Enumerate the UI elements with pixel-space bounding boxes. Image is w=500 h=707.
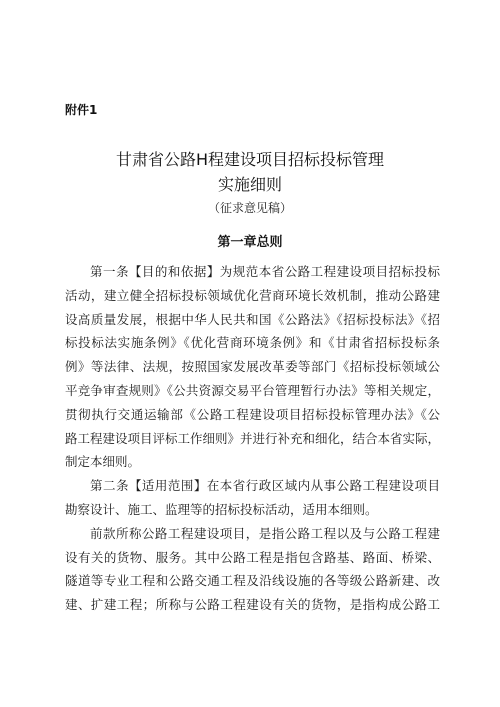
paragraph-line: 勘察设计、施工、监理等的招标投标活动，适用本细则。 <box>65 501 378 517</box>
body-text <box>65 260 440 617</box>
paragraph-line: 贯彻执行交通运输部《公路工程建设项目招标投标管理办法》《公 <box>65 406 440 422</box>
paragraph-line: 路工程建设项目评标工作细则》并进行补充和细化，结合本省实际， <box>65 430 440 446</box>
article-1-paragraph <box>65 260 440 474</box>
paragraph-line: 活动，建立健全招标投标领域优化营商环境长效机制，推动公路建 <box>65 287 440 303</box>
paragraph-line: 设高质量发展，根据中华人民共和国《公路法》《招标投标法》《招 <box>65 311 440 327</box>
paragraph-line: 平竞争审查规则》《公共资源交易平台管理暂行办法》等相关规定， <box>65 382 440 398</box>
document-title-line-1: 甘肃省公路H程建设项目招标投标管理 <box>115 150 385 169</box>
article-2-paragraph <box>65 474 440 522</box>
definition-paragraph <box>65 522 440 617</box>
document-title-line-2: 实施细则 <box>217 175 282 194</box>
paragraph-line: 标投标法实施条例》《优化营商环境条例》和《甘肃省招标投标条 <box>65 335 440 351</box>
draft-subtitle: （征求意见稿） <box>207 201 292 215</box>
paragraph-line: 例》等法律、法规，按照国家发展改革委等部门《招标投标领域公 <box>65 359 440 375</box>
paragraph-line: 第一条【目的和依据】为规范本省公路工程建设项目招标投标 <box>90 264 440 279</box>
paragraph-line: 第二条【适用范围】在本省行政区域内从事公路工程建设项目 <box>90 478 440 494</box>
paragraph-line: 设有关的货物、服务。其中公路工程是指包含路基、路面、桥梁、 <box>65 549 440 565</box>
chapter-heading: 第一章总则 <box>217 235 283 250</box>
attachment-label: 附件1 <box>65 103 98 117</box>
paragraph-line: 隧道等专业工程和公路交通工程及沿线设施的各等级公路新建、改 <box>65 573 440 589</box>
paragraph-line: 前款所称公路工程建设项目，是指公路工程以及与公路工程建 <box>90 525 440 541</box>
paragraph-line: 建、扩建工程；所称与公路工程建设有关的货物，是指构成公路工 <box>65 597 440 613</box>
paragraph-line: 制定本细则。 <box>65 454 141 470</box>
